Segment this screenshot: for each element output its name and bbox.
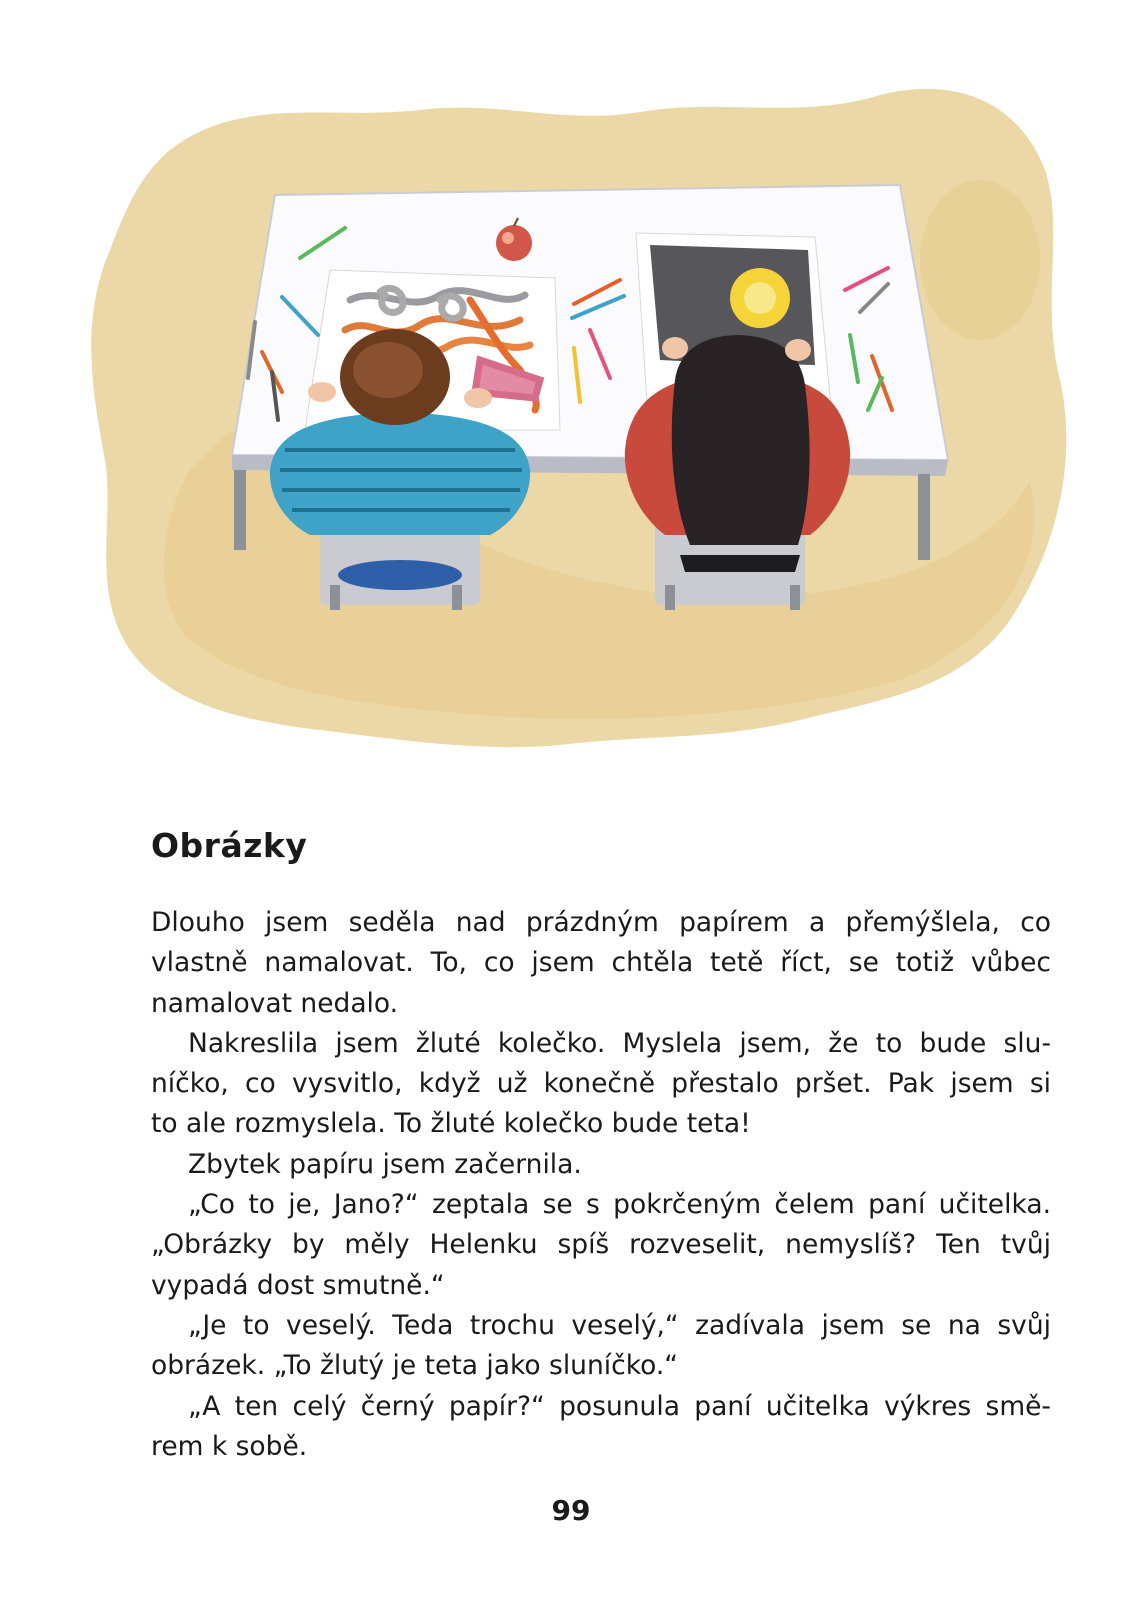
text-line: Nakreslila jsem žluté kolečko. Myslela jsem, že to bude slu- xyxy=(188,1027,1051,1059)
desk-leg-right xyxy=(918,474,930,560)
text-line: vlastně namalovat. To, co jsem chtěla tetě říct, se totiž vůbec xyxy=(151,947,1051,979)
desk-leg-left xyxy=(234,470,246,550)
text-line: Zbytek papíru jsem začernila. xyxy=(188,1148,582,1180)
story-text xyxy=(151,903,1051,1467)
text-line: „A ten celý černý papír?“ posunula paní učitelka výkres smě- xyxy=(188,1390,1051,1422)
text-line: namalovat nedalo. xyxy=(151,987,399,1019)
page-number: 99 xyxy=(551,1494,591,1527)
text-line: níčko, co vysvitlo, když už konečně přestalo pršet. Pak jsem si xyxy=(151,1068,1051,1100)
text-line: „Co to je, Jano?“ zeptala se s pokrčeným čelem paní učitelka. xyxy=(188,1189,1051,1221)
text-line: vypadá dost smutně.“ xyxy=(151,1269,445,1301)
sun-drawing-center xyxy=(744,282,776,314)
text-line: rem k sobě. xyxy=(151,1430,308,1462)
illustration-svg xyxy=(0,0,1142,780)
text-line: „Obrázky by měly Helenku spíš rozveselit, nemyslíš? Ten tvůj xyxy=(151,1229,1051,1261)
chapter-title: Obrázky xyxy=(151,826,308,865)
text-line: obrázek. „To žlutý je teta jako sluníčko.“ xyxy=(151,1350,679,1382)
illustration-children-drawing-at-desk xyxy=(0,0,1142,780)
apple xyxy=(496,225,532,261)
apple-highlight xyxy=(502,232,514,244)
text-line: Dlouho jsem seděla nad prázdným papírem a přemýšlela, co xyxy=(151,907,1051,938)
text-line: „Je to veselý. Teda trochu veselý,“ zadívala jsem se na svůj xyxy=(188,1309,1051,1341)
text-line: to ale rozmyslela. To žluté kolečko bude teta! xyxy=(151,1108,751,1140)
watercolor-wash-spot xyxy=(920,180,1040,340)
